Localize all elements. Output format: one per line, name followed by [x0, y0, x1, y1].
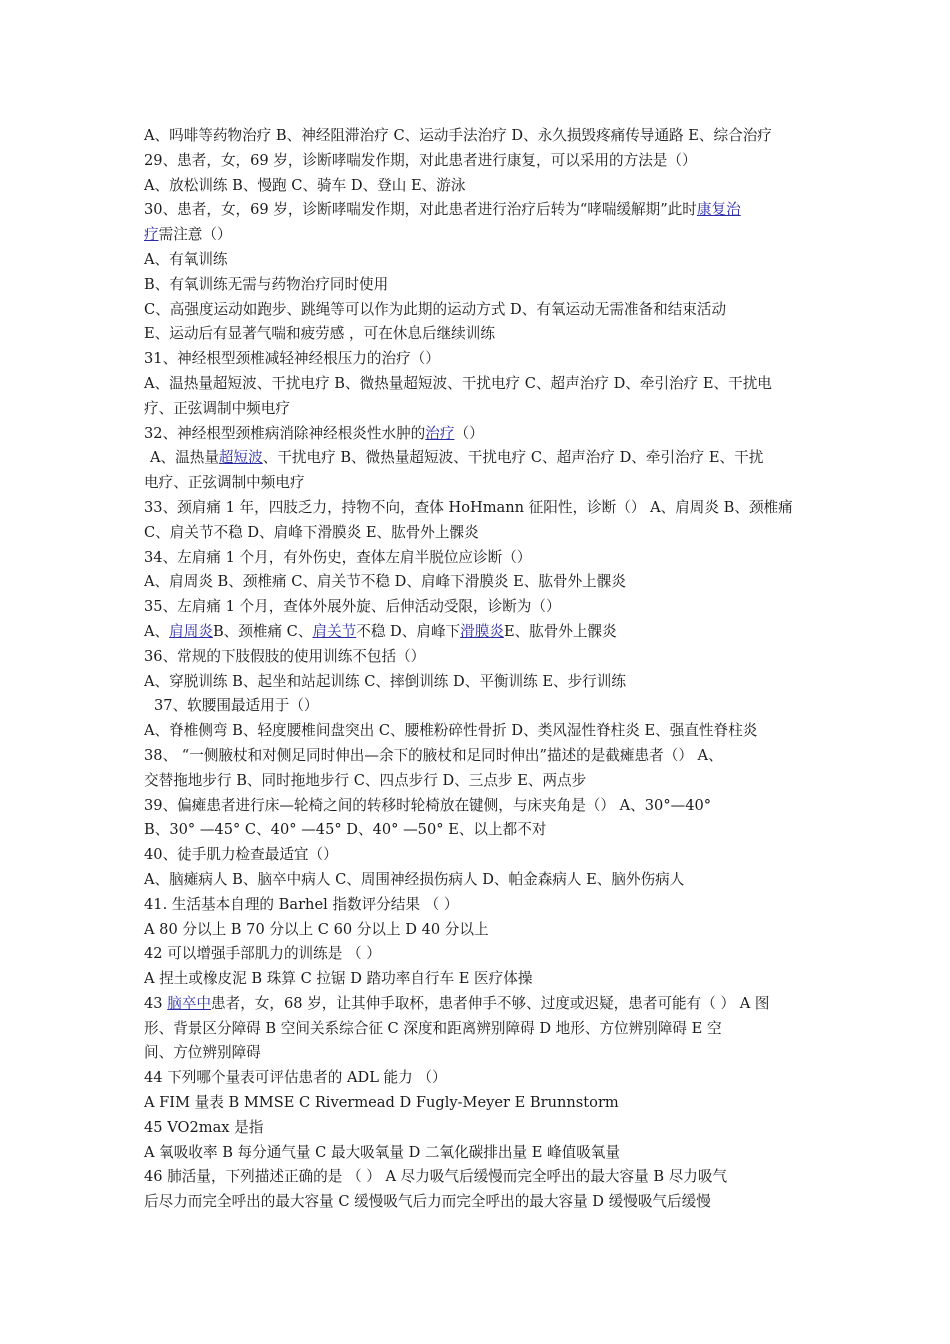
q35-b: B、颈椎痛 C、 [212, 622, 313, 640]
line-28-options: A、吗啡等药物治疗 B、神经阻滞治疗 C、运动手法治疗 D、永久损毁疼痛传导通路 E、综合治疗 [144, 127, 772, 144]
q35-d: 不稳 D、肩峰下 [356, 622, 461, 640]
link-shoulder-joint[interactable]: 肩关节 [312, 622, 357, 640]
question-32 [144, 422, 812, 447]
question-43-text: 患者，女，68 岁，让其伸手取杯，患者伸手不够、过度或迟疑，患者可能有（ ） A 图 [211, 994, 770, 1012]
question-43-cont: 形、背景区分障碍 B 空间关系综合征 C 深度和距离辨别障碍 D 地形、方位辨别障碍 E 空 [144, 1019, 722, 1037]
question-31: 31、神经根型颈椎减轻神经根压力的治疗（） [144, 350, 440, 368]
link-rehab-therapy-cont[interactable]: 疗 [144, 226, 159, 244]
question-38-options: 交替拖地步行 B、同时拖地步行 C、四点步行 D、三点步 E、两点步 [144, 771, 587, 789]
question-44: 44 下列哪个量表可评估患者的 ADL 能力 （） [144, 1069, 447, 1087]
question-32-options-cont: 电疗、正弦调制中频电疗 [144, 474, 305, 492]
question-31-options: A、温热量超短波、干扰电疗 B、微热量超短波、干扰电疗 C、超声治疗 D、牵引治疗 E、干扰电 [144, 374, 772, 392]
question-33: 33、颈肩痛 1 年，四肢乏力，持物不向，查体 HoHmann 征阳性，诊断（） A、肩周炎 B、颈椎痛 [144, 498, 793, 516]
question-46: 46 肺活量，下列描述正确的是 （ ） A 尽力吸气后缓慢而完全呼出的最大容量 B 尽力吸气 [144, 1168, 728, 1186]
question-42: 42 可以增强手部肌力的训练是 （ ） [144, 945, 381, 963]
question-41-options: A 80 分以上 B 70 分以上 C 60 分以上 D 40 分以上 [144, 920, 489, 938]
question-39: 39、偏瘫患者进行床—轮椅之间的转移时轮椅放在键侧，与床夹角是（） A、30°—40° [144, 796, 712, 814]
question-29: 29、患者，女，69 岁，诊断哮喘发作期，对此患者进行康复，可以采用的方法是（） [144, 151, 697, 169]
question-35-options [144, 620, 812, 645]
question-37-options: A、脊椎侧弯 B、轻度腰椎间盘突出 C、腰椎粉碎性骨折 D、类风湿性脊柱炎 E、强直性脊柱炎 [144, 722, 758, 740]
question-38: 38、 “一侧腋杖和对侧足同时伸出—余下的腋杖和足同时伸出”描述的是截瘫患者（） A、 [144, 746, 723, 764]
question-30-option-cd: C、高强度运动如跑步、跳绳等可以作为此期的运动方式 D、有氧运动无需准备和结束活动 [144, 300, 727, 318]
question-30-text: 30、患者，女，69 岁，诊断哮喘发作期，对此患者进行治疗后转为“哮喘缓解期”此时 [144, 201, 697, 219]
question-34-options: A、肩周炎 B、颈椎痛 C、肩关节不稳 D、肩峰下滑膜炎 E、肱骨外上髁炎 [144, 573, 626, 591]
link-shortwave[interactable]: 超短波 [218, 449, 263, 467]
link-periarthritis[interactable]: 肩周炎 [169, 622, 213, 640]
question-36: 36、常规的下肢假肢的使用训练不包括（） [144, 647, 426, 665]
question-46-cont: 后尽力而完全呼出的最大容量 C 缓慢吸气后力而完全呼出的最大容量 D 缓慢吸气后缓慢 [144, 1193, 711, 1211]
question-43-number: 43 [144, 994, 163, 1012]
question-31-options-cont: 疗、正弦调制中频电疗 [144, 399, 290, 417]
question-44-options: A FIM 量表 B MMSE C Rivermead D Fugly-Meyer E Brunnstorm [144, 1094, 619, 1112]
document-page [144, 124, 812, 1215]
question-34: 34、左肩痛 1 个月，有外伤史，查体左肩半脱位应诊断（） [144, 548, 532, 566]
question-30-option-e: E、运动后有显著气喘和疲劳感 ，可在休息后继续训练 [144, 325, 495, 343]
question-45-options: A 氧吸收率 B 每分通气量 C 最大吸氧量 D 二氧化碳排出量 E 峰值吸氧量 [144, 1143, 620, 1161]
question-32-bracket: （） [454, 424, 484, 442]
question-45: 45 VO2max 是指 [144, 1118, 264, 1136]
q35-e: E、肱骨外上髁炎 [503, 622, 617, 640]
question-36-options: A、穿脱训练 B、起坐和站起训练 C、摔倒训练 D、平衡训练 E、步行训练 [144, 672, 626, 690]
question-40: 40、徒手肌力检查最适宜（） [144, 846, 338, 864]
question-30-tail: 需注意（） [158, 226, 232, 244]
question-29-options: A、放松训练 B、慢跑 C、骑车 D、登山 E、游泳 [144, 176, 466, 194]
question-43-cont2: 间、方位辨别障碍 [144, 1044, 261, 1062]
question-32-text: 32、神经根型颈椎病消除神经根炎性水肿的 [144, 424, 426, 442]
link-bursitis[interactable]: 滑膜炎 [460, 622, 504, 640]
question-40-options: A、脑瘫病人 B、脑卒中病人 C、周围神经损伤病人 D、帕金森病人 E、脑外伤病人 [144, 870, 685, 888]
question-37: 37、软腰围最适用于（） [154, 697, 319, 715]
q35-a-label: A、 [144, 622, 170, 640]
question-30-option-b: B、有氧训练无需与药物治疗同时使用 [144, 275, 389, 293]
link-rehab-therapy[interactable]: 康复治 [696, 201, 741, 219]
question-30-option-a: A、有氧训练 [144, 250, 228, 268]
question-39-options: B、30° —45° C、40° —45° D、40° —50° E、以上都不对 [144, 821, 547, 839]
question-43 [144, 992, 812, 1017]
question-42-options: A 捏土或橡皮泥 B 珠算 C 拉锯 D 踏功率自行车 E 医疗体操 [144, 970, 533, 988]
question-32-options-a: A、温热量 [150, 449, 219, 467]
question-30-cont [144, 223, 812, 248]
question-35: 35、左肩痛 1 个月，查体外展外旋、后伸活动受限，诊断为（） [144, 598, 561, 616]
question-41: 41. 生活基本自理的 Barhel 指数评分结果 （ ） [144, 895, 459, 913]
question-30 [144, 198, 812, 223]
question-32-options [144, 446, 812, 471]
question-33-cont: C、肩关节不稳 D、肩峰下滑膜炎 E、肱骨外上髁炎 [144, 523, 479, 541]
question-32-options-rest: 、干扰电疗 B、微热量超短波、干扰电疗 C、超声治疗 D、牵引治疗 E、干扰 [262, 449, 764, 467]
link-therapy[interactable]: 治疗 [425, 424, 455, 442]
link-stroke[interactable]: 脑卒中 [167, 994, 212, 1012]
